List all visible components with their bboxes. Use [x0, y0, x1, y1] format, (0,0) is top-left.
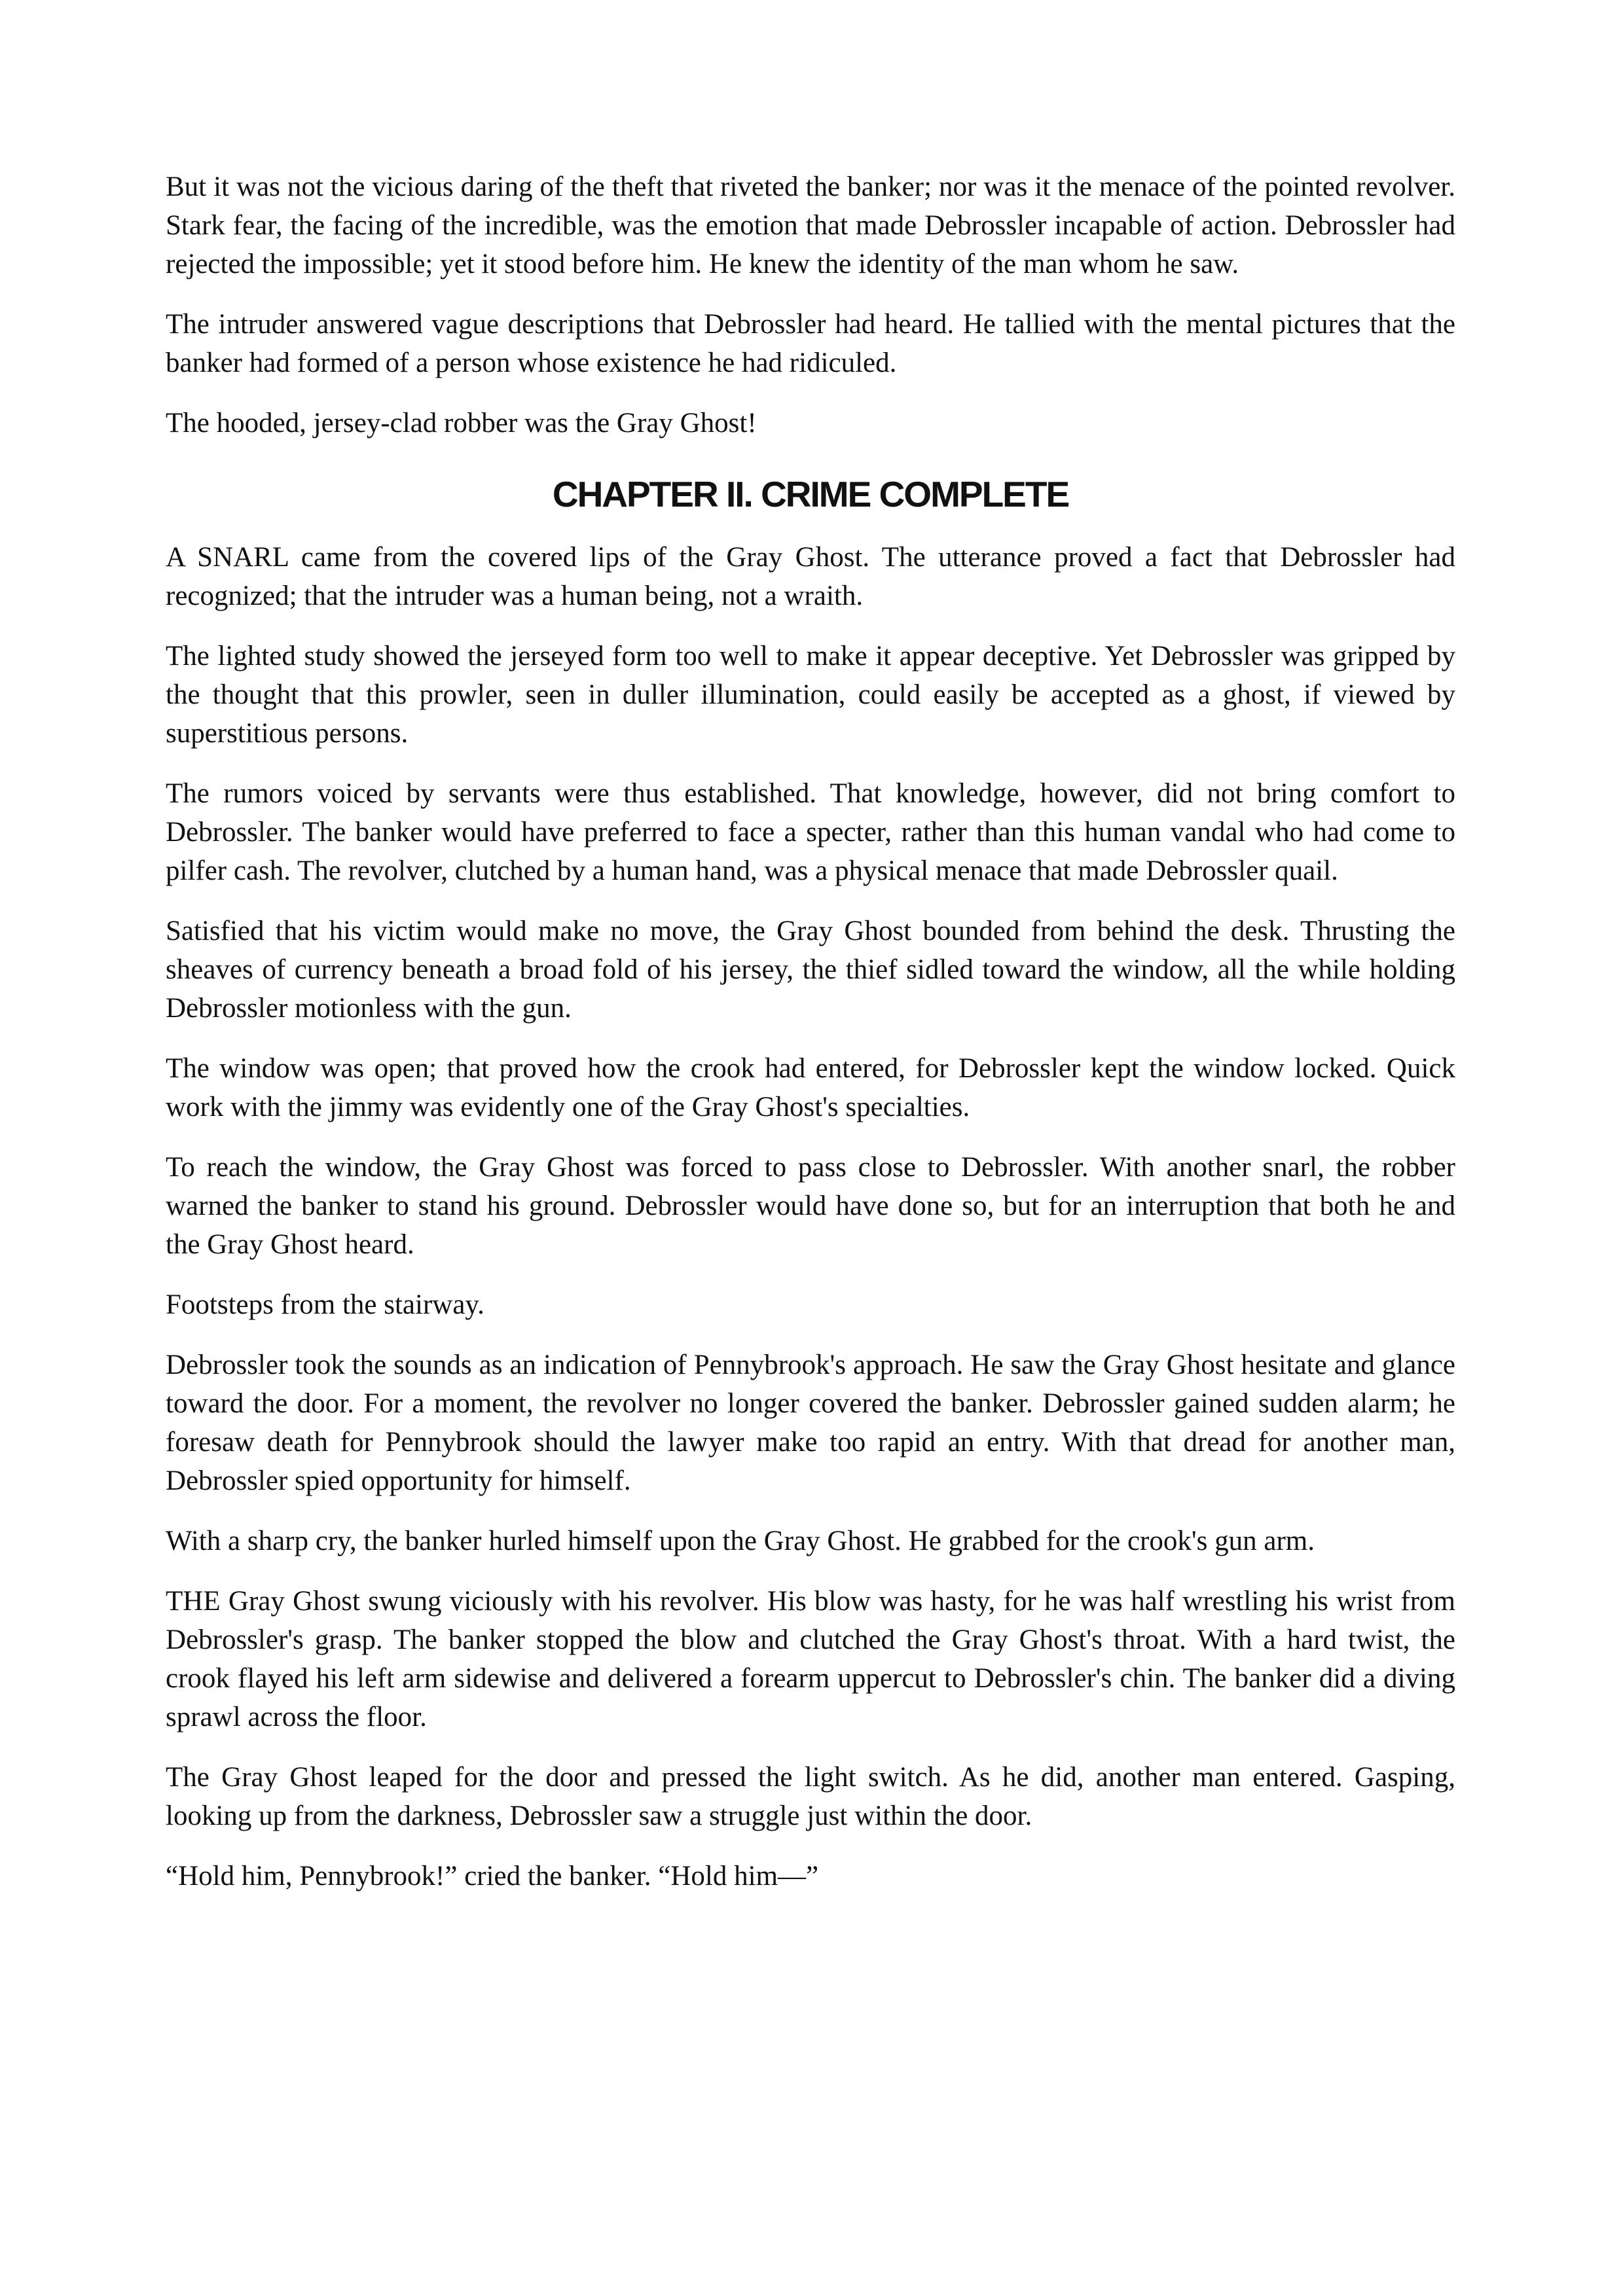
paragraph: The window was open; that proved how the crook had entered, for Debrossler kept the window locked. Quick work with the jimmy was evidently one of the Gray Ghost's specialties.: [166, 1053, 1455, 1122]
paragraph: “Hold him, Pennybrook!” cried the banker. “Hold him—”: [166, 1861, 819, 1892]
paragraph: The hooded, jersey-clad robber was the Gray Ghost!: [166, 408, 757, 439]
paragraph: The intruder answered vague descriptions that Debrossler had heard. He tallied with the mental pictures that the banker had formed of a person whose existence he had ridiculed.: [166, 309, 1455, 378]
paragraph: With a sharp cry, the banker hurled himself upon the Gray Ghost. He grabbed for the crook's gun arm.: [166, 1526, 1315, 1556]
paragraph: Satisfied that his victim would make no move, the Gray Ghost bounded from behind the desk. Thrusting the sheaves of currency beneath a broad fold of his jersey, the thief sidled toward the window, all the while holding Debrossler motionless with the gun.: [166, 916, 1455, 1024]
paragraph: THE Gray Ghost swung viciously with his revolver. His blow was hasty, for he was half wrestling his wrist from Debrossler's grasp. The banker stopped the blow and clutched the Gray Ghost's throat. With a hard twist, the crook flayed his left arm sidewise and delivered a forearm uppercut to Debrossler's chin. The banker did a diving sprawl across the floor.: [166, 1586, 1455, 1732]
document-page: [166, 168, 1455, 1917]
paragraph: The Gray Ghost leaped for the door and pressed the light switch. As he did, another man entered. Gasping, looking up from the darkness, Debrossler saw a struggle just within the door.: [166, 1762, 1455, 1831]
paragraph: Footsteps from the stairway.: [166, 1289, 484, 1320]
paragraph: Debrossler took the sounds as an indication of Pennybrook's approach. He saw the Gray Ghost hesitate and glance toward the door. For a moment, the revolver no longer covered the banker. Debrossler gained sudden alarm; he foresaw death for Pennybrook should the lawyer make too rapid an entry. With that dread for another man, Debrossler spied opportunity for himself.: [166, 1350, 1455, 1496]
paragraph: The lighted study showed the jerseyed form too well to make it appear deceptive. Yet Debrossler was gripped by the thought that this prowler, seen in duller illumination, could easily be accepted as a ghost, if viewed by superstitious persons.: [166, 641, 1455, 749]
paragraph: A SNARL came from the covered lips of the Gray Ghost. The utterance proved a fact that Debrossler had recognized; that the intruder was a human being, not a wraith.: [166, 542, 1455, 611]
paragraph: To reach the window, the Gray Ghost was forced to pass close to Debrossler. With another snarl, the robber warned the banker to stand his ground. Debrossler would have done so, but for an interruption that both he and the Gray Ghost heard.: [166, 1152, 1455, 1260]
chapter-heading: CHAPTER II. CRIME COMPLETE: [552, 474, 1069, 514]
paragraph: The rumors voiced by servants were thus established. That knowledge, however, did not bring comfort to Debrossler. The banker would have preferred to face a specter, rather than this human vandal who had come to pilfer cash. The revolver, clutched by a human hand, was a physical menace that made Debrossler quail.: [166, 778, 1455, 886]
paragraph: But it was not the vicious daring of the theft that riveted the banker; nor was it the menace of the pointed revolver. Stark fear, the facing of the incredible, was the emotion that made Debrossler incapable of action. Debrossler had rejected the impossible; yet it stood before him. He knew the identity of the man whom he saw.: [166, 171, 1455, 279]
